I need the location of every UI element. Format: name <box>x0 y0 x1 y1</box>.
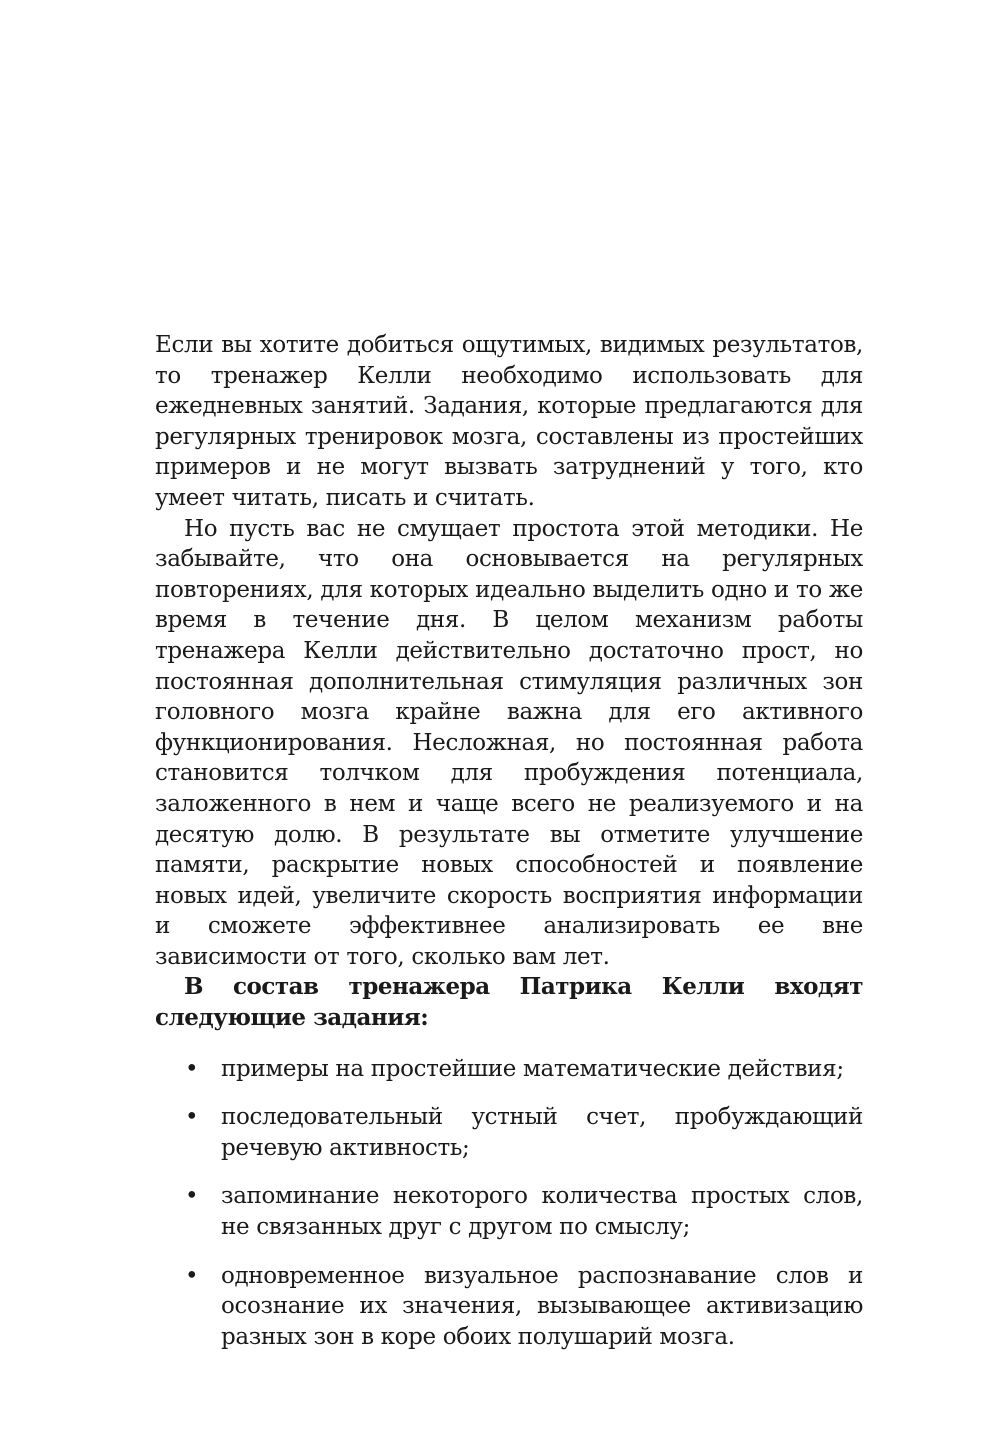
paragraph-methodology: Но пусть вас не смущает простота этой методики. Не забывайте, что она основывается на регулярных повторениях, для которых идеально выделить одно и то же время в течение дня. В целом механизм работы тренажера Келли действительно достаточно прост, но постоянная дополнительная стимуляция различных зон головного мозга крайне важна для его активного функционирования. Несложная, но постоянная работа становится толчком для пробуждения потенциала, заложенного в нем и чаще всего не реализуемого и на десятую долю. В результате вы отметите улучшение памяти, раскрытие новых способностей и появление новых идей, увеличите скорость восприятия информации и сможете эффективнее анализировать ее вне зависимости от того, сколько вам лет. <box>155 515 863 970</box>
page-body <box>155 330 863 1370</box>
bullet-icon: • <box>185 1262 199 1289</box>
bullet-icon: • <box>185 1104 199 1131</box>
paragraph-intro: Если вы хотите добиться ощутимых, видимых результатов, то тренажер Келли необходимо использовать для ежедневных занятий. Задания, которые предлагаются для регулярных тренировок мозга, составлены из простейших примеров и не могут вызвать затруднений у того, кто умеет читать, писать и считать. <box>155 332 863 511</box>
list-item <box>155 1102 863 1163</box>
list-item-text: запоминание некоторого количества простых слов, не связанных друг с другом по смыслу; <box>221 1183 863 1241</box>
list-item-text: последовательный устный счет, пробуждающий речевую активность; <box>221 1104 863 1161</box>
list-item <box>155 1054 863 1085</box>
bullet-icon: • <box>185 1183 199 1210</box>
list-item <box>155 1261 863 1353</box>
paragraph-tasks-heading: В состав тренажера Патрика Келли входят следующие задания: <box>155 973 863 1032</box>
list-item <box>155 1181 863 1242</box>
task-list <box>155 1054 863 1353</box>
bullet-icon: • <box>185 1055 199 1082</box>
list-item-text: одновременное визуальное распознавание слов и осознание их значения, вызывающее активизацию разных зон в коре обоих полушарий мозга. <box>221 1262 863 1350</box>
list-item-text: примеры на простейшие математические действия; <box>221 1055 844 1082</box>
